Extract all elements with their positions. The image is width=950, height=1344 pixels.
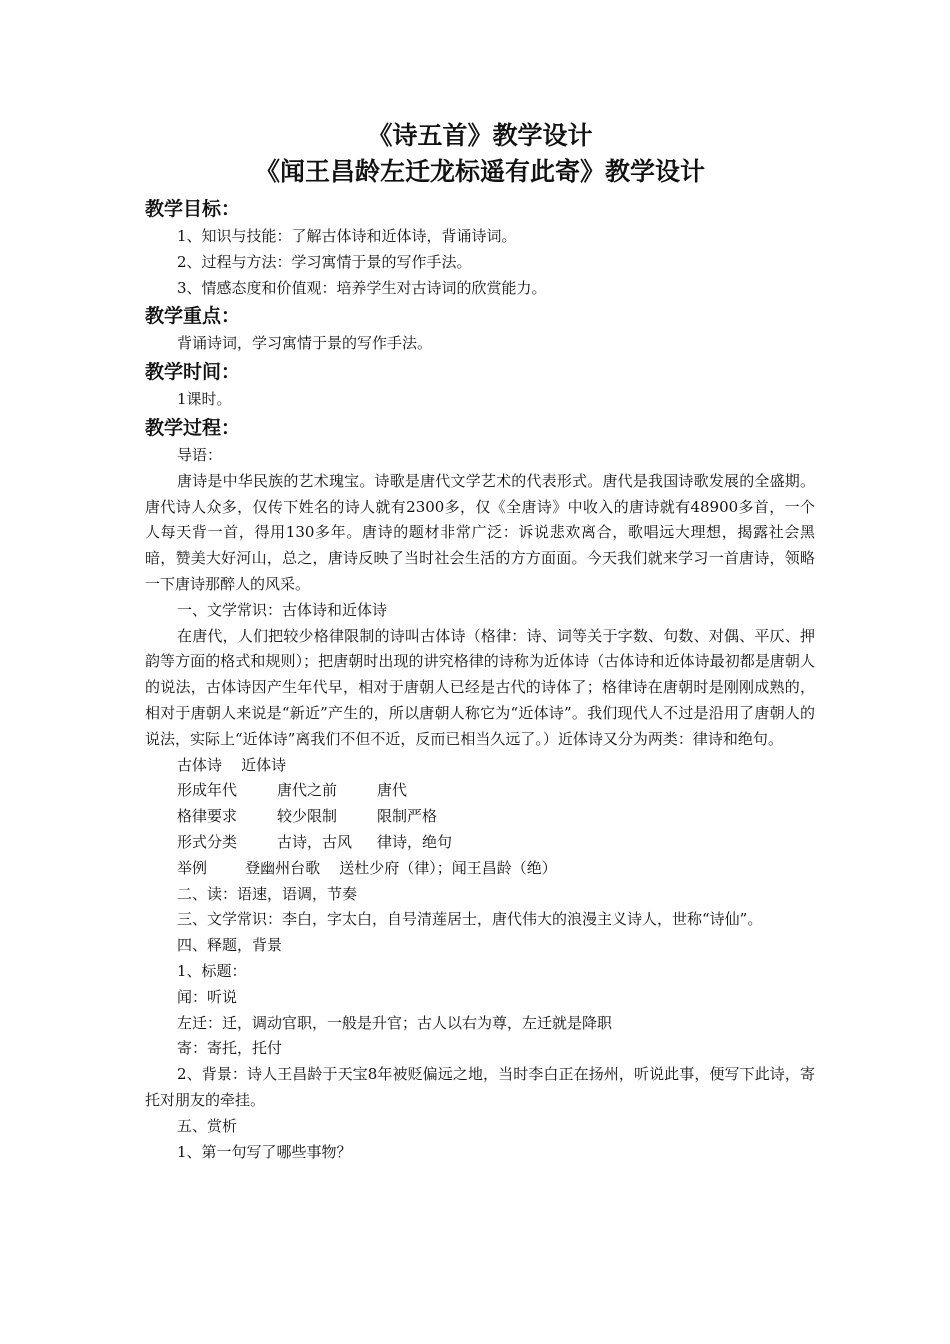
section-1-paragraph: 在唐代，人们把较少格律限制的诗叫古体诗（格律：诗、词等关于字数、句数、对偶、平仄、押韵等方面的格式和规则）；把唐朝时出现的讲究格律的诗称为近体诗（古体诗和近体诗最初都是唐朝人的说法，古体诗因产生年代早，相对于唐朝人已经是古代的诗体了；格律诗在唐朝时是刚刚成熟的，相对于唐朝人来说是“新近”产生的，所以唐朝人称它为“近体诗”。我们现代人不过是沿用了唐朝人的说法，实际上“近体诗”离我们不但不近，反而已相当久远了。）近体诗又分为两类：律诗和绝句。	[145, 626, 815, 748]
example-line: 举例 登幽州台歌 送杜少府（律）；闻王昌龄（绝）	[177, 858, 557, 877]
key-text: 背诵诗词，学习寓情于景的写作手法。	[177, 334, 433, 353]
row-modern: 限制严格	[377, 807, 438, 826]
comparison-table-row	[145, 830, 815, 856]
row-ancient: 较少限制	[277, 807, 338, 826]
row-label: 格律要求	[177, 807, 238, 826]
row-label: 形成年代	[177, 781, 238, 800]
goal-item: 3、情感态度和价值观：培养学生对古诗词的欣赏能力。	[177, 278, 547, 297]
intro-paragraph: 唐诗是中华民族的艺术瑰宝。诗歌是唐代文学艺术的代表形式。唐代是我国诗歌发展的全盛期。唐代诗人众多，仅传下姓名的诗人就有2300多，仅《全唐诗》中收入的唐诗就有48900多首，一个人每天背一首，得用130多年。唐诗的题材非常广泛：诉说悲欢离合，歌唱远大理想，揭露社会黑暗，赞美大好河山，总之，唐诗反映了当时社会生活的方方面面。今天我们就来学习一首唐诗，领略一下唐诗那醉人的风采。	[145, 471, 815, 593]
goals-heading: 教学目标：	[145, 198, 241, 220]
word-explanation: 左迁：迁，调动官职，一般是升官；古人以右为尊，左迁就是降职	[177, 1013, 613, 1032]
section-4-1-title: 1、标题：	[177, 961, 247, 980]
background-paragraph: 2、背景：诗人王昌龄于天宝8年被贬偏远之地，当时李白正在扬州，听说此事，便写下此诗，寄托对朋友的牵挂。	[145, 1065, 815, 1109]
row-ancient: 古诗，古风	[277, 832, 353, 851]
section-5-1-question: 1、第一句写了哪些事物？	[177, 1142, 352, 1161]
word-explanation: 寄：寄托，托付	[177, 1039, 283, 1058]
comparison-table-header: 古体诗 近体诗	[177, 755, 287, 774]
process-heading: 教学过程：	[145, 416, 241, 439]
time-heading: 教学时间：	[145, 361, 241, 384]
goal-item: 1、知识与技能：了解古体诗和近体诗，背诵诗词。	[177, 227, 517, 245]
section-4-title: 四、释题，背景	[177, 936, 283, 955]
word-explanation: 闻：听说	[177, 987, 238, 1006]
row-modern: 律诗，绝句	[377, 832, 453, 851]
section-5-title: 五、赏析	[177, 1116, 238, 1135]
time-text: 1课时。	[177, 390, 232, 409]
main-title: 《诗五首》教学设计	[367, 121, 593, 150]
section-3-text: 三、文学常识：李白，字太白，自号清莲居士，唐代伟大的浪漫主义诗人，世称“诗仙”。	[177, 910, 763, 929]
document-page	[145, 118, 815, 1165]
comparison-table-row	[145, 778, 815, 804]
key-heading: 教学重点：	[145, 305, 241, 328]
section-1-title: 一、文学常识：古体诗和近体诗	[177, 600, 388, 619]
row-modern: 唐代	[377, 781, 408, 800]
row-label: 形式分类	[177, 832, 238, 851]
sub-title: 《闻王昌龄左迁龙标遥有此寄》教学设计	[254, 157, 705, 186]
row-ancient: 唐代之前	[277, 781, 338, 800]
section-2-title: 二、读：语速，语调，节奏	[177, 884, 358, 903]
comparison-table-row	[145, 804, 815, 830]
goal-item: 2、过程与方法：学习寓情于景的写作手法。	[177, 252, 472, 271]
intro-label: 导语：	[177, 445, 223, 464]
